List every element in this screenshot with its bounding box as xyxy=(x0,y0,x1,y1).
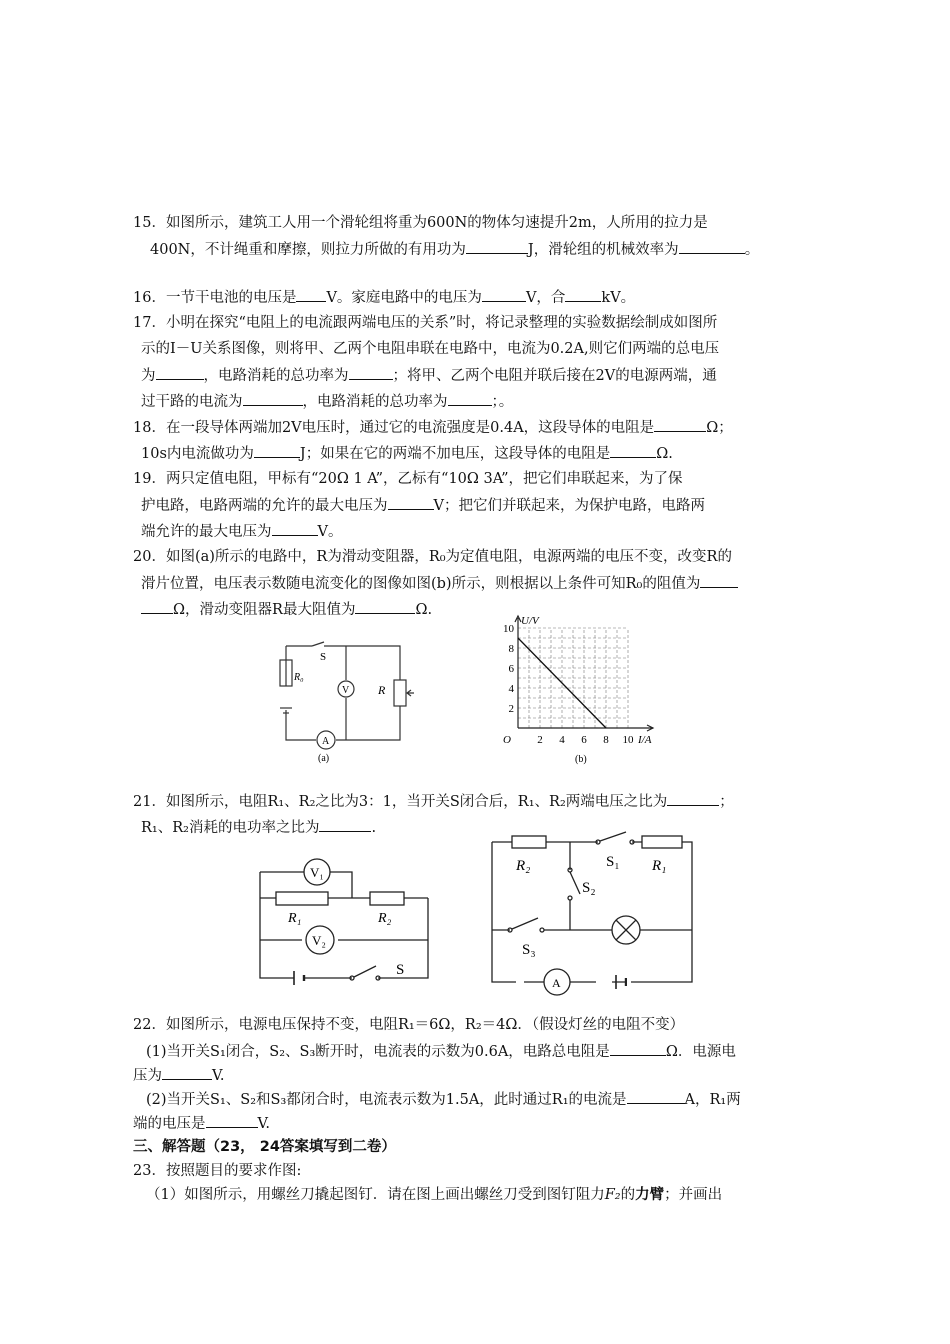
fig21-r1-label: R₁ xyxy=(288,911,302,926)
q17-text-a: 为 xyxy=(141,368,156,384)
q17-text-b: ，电路消耗的总功率为 xyxy=(203,368,349,384)
q20-line3 xyxy=(141,599,432,620)
q15-blank-1[interactable] xyxy=(466,239,528,254)
q17-blank-2[interactable] xyxy=(349,365,393,380)
fig20a-r0-label: R₀ xyxy=(294,672,304,683)
q17-text-e: ，电路消耗的总功率为 xyxy=(302,394,448,410)
q22-blank-1[interactable] xyxy=(610,1041,666,1056)
q17-text-d: 过干路的电流为 xyxy=(141,394,243,410)
q19-text-a: 护电路，电路两端的允许的最大电压为 xyxy=(141,498,388,514)
q19-line3 xyxy=(141,521,342,542)
q18-text-b: Ω； xyxy=(706,420,733,436)
q20-blank-1a[interactable] xyxy=(700,573,738,588)
chart-ytick-label: 8 xyxy=(508,643,514,655)
q22-text-a: (1)当开关S₁闭合，S₂、S₃断开时，电流表的示数为0.6A，电路总电阻是 xyxy=(146,1044,610,1060)
chart-xlabel: I/A xyxy=(638,734,652,746)
q22-text-h: V. xyxy=(257,1116,271,1132)
q22-line3 xyxy=(133,1065,225,1086)
q16-text-a: 16．一节干电池的电压是 xyxy=(133,290,297,306)
q23-line2 xyxy=(146,1185,722,1205)
q22-text-d: V. xyxy=(212,1068,225,1084)
q22-blank-3[interactable] xyxy=(627,1089,685,1104)
q22-text-e: (2)当开关S₁、S₂和S₃都闭合时，电流表示数为1.5A，此时通过R₁的电流是 xyxy=(146,1092,627,1108)
figure-22-circuit xyxy=(486,830,698,1000)
q17-blank-1[interactable] xyxy=(156,365,204,380)
q17-line4 xyxy=(141,391,513,412)
q17-blank-3[interactable] xyxy=(243,391,303,406)
chart-xtick-label: 6 xyxy=(581,734,587,746)
section-3-heading: 三、解答题（23， 24答案填写到二卷） xyxy=(133,1139,396,1155)
q18-text-a: 18．在一段导体两端加2V电压时，通过它的电流强度是0.4A，这段导体的电阻是 xyxy=(133,420,655,436)
q15-text-b: J，滑轮组的机械效率为 xyxy=(527,242,679,258)
q17-line3 xyxy=(141,365,717,386)
q21-line2 xyxy=(141,817,376,838)
q18-text-d: J；如果在它的两端不加电压，这段导体的电阻是 xyxy=(299,446,611,462)
fig22-s1-label: S₁ xyxy=(606,854,620,870)
q18-line1 xyxy=(133,417,733,438)
q23-force-symbol: F₂ xyxy=(604,1187,621,1203)
q16-line xyxy=(133,287,635,308)
q16-blank-1[interactable] xyxy=(296,287,326,302)
q15-line1: 15．如图所示，建筑工人用一个滑轮组将重为600N的物体匀速提升2m，人所用的拉力是 xyxy=(133,215,708,231)
q17-line2: 示的I－U关系图像，则将甲、乙两个电阻串联在电路中，电流为0.2A,则它们两端的总电压 xyxy=(141,341,720,357)
fig21-s-label: S xyxy=(396,962,405,978)
chart-ytick-label: 6 xyxy=(508,663,514,675)
fig22-s3-label: S₃ xyxy=(522,942,536,958)
q21-blank-2[interactable] xyxy=(319,817,371,832)
q15-text-a: 400N，不计绳重和摩擦，则拉力所做的有用功为 xyxy=(150,242,466,258)
q17-line1: 17．小明在探究“电阻上的电流跟两端电压的关系”时，将记录整理的实验数据绘制成如图所 xyxy=(133,315,718,331)
chart-xtick-label: 10 xyxy=(622,734,634,746)
q17-text-f: ；。 xyxy=(491,394,514,410)
q18-blank-2[interactable] xyxy=(254,443,300,458)
fig20a-r-label: R xyxy=(378,683,386,697)
q20-blank-2[interactable] xyxy=(355,599,415,614)
chart-ylabel: U/V xyxy=(521,615,539,627)
q16-blank-2[interactable] xyxy=(482,287,526,302)
q21-text-d: . xyxy=(371,820,377,836)
q22-line5 xyxy=(133,1113,270,1134)
q19-blank-1[interactable] xyxy=(388,495,434,510)
q23-text-bold: 力臂 xyxy=(635,1186,665,1203)
q19-text-c: 端允许的最大电压为 xyxy=(141,524,272,540)
chart-ytick-label: 2 xyxy=(508,703,514,715)
fig21-v1-label: V₁ xyxy=(310,865,324,880)
q20-text-b: Ω，滑动变阻器R最大阻值为 xyxy=(173,602,356,618)
q15-blank-2[interactable] xyxy=(679,239,745,254)
q20-line1: 20．如图(a)所示的电路中，R为滑动变阻器，R₀为定值电阻，电源两端的电压不变，改变R的 xyxy=(133,549,732,565)
chart-xtick-label: 2 xyxy=(537,734,543,746)
q22-text-c: 压为 xyxy=(133,1068,162,1084)
fig20a-s-label: S xyxy=(320,651,327,663)
fig22-r2-label: R₂ xyxy=(516,858,531,874)
q21-text-b: ； xyxy=(719,794,734,810)
q22-text-f: A，R₁两 xyxy=(684,1092,741,1108)
fig20a-a-label: A xyxy=(322,736,330,747)
figure-21-circuit xyxy=(252,848,438,990)
q19-blank-2[interactable] xyxy=(272,521,318,536)
fig22-s2-label: S₂ xyxy=(582,880,596,896)
q20-text-a: 滑片位置，电压表示数随电流变化的图像如图(b)所示，则根据以上条件可知R₀的阻值为 xyxy=(141,576,701,592)
q19-line1: 19．两只定值电阻，甲标有“20Ω 1 A”，乙标有“10Ω 3A”，把它们串联起来，为了保 xyxy=(133,471,683,487)
q22-text-g: 端的电压是 xyxy=(133,1116,206,1132)
q19-line2 xyxy=(141,495,705,516)
q15-line2 xyxy=(150,239,759,260)
q20-blank-1b[interactable] xyxy=(141,599,173,614)
q23-text-b: 的 xyxy=(620,1187,636,1203)
chart-origin: O xyxy=(503,734,511,746)
q22-line4 xyxy=(146,1089,741,1110)
q21-text-c: R₁、R₂消耗的电功率之比为 xyxy=(141,820,320,836)
q16-text-c: V，合 xyxy=(525,290,566,306)
fig20a-caption: (a) xyxy=(318,753,330,764)
fig22-a-label: A xyxy=(552,976,561,990)
chart-xtick-label: 4 xyxy=(559,734,565,746)
fig21-v2-label: V₂ xyxy=(312,933,326,948)
q20-text-c: Ω. xyxy=(415,602,433,618)
q17-text-c: ；将甲、乙两个电阻并联后接在2V的电源两端，通 xyxy=(392,368,717,384)
chart-ytick-label: 10 xyxy=(503,623,514,635)
q20-line2 xyxy=(141,573,738,594)
chart-xtick-label: 8 xyxy=(603,734,609,746)
q18-text-e: Ω. xyxy=(656,446,673,462)
figure-20b-graph xyxy=(493,612,683,768)
q21-blank-1[interactable] xyxy=(667,791,719,806)
q16-text-d: kV。 xyxy=(601,290,636,306)
q23-text-a: （1）如图所示，用螺丝刀撬起图钉．请在图上画出螺丝刀受到图钉阻力 xyxy=(146,1187,605,1203)
fig21-r2-label: R₂ xyxy=(378,911,392,926)
fig20a-v-label: V xyxy=(342,685,350,696)
chart-ytick-label: 4 xyxy=(508,683,514,695)
q17-blank-4[interactable] xyxy=(448,391,492,406)
q21-line1 xyxy=(133,791,734,812)
chart-caption: (b) xyxy=(575,754,587,765)
q18-blank-1[interactable] xyxy=(654,417,706,432)
fig22-r1-label: R₁ xyxy=(652,858,667,874)
q15-text-c: 。 xyxy=(744,242,760,258)
chart-grid xyxy=(518,628,628,728)
q22-blank-2[interactable] xyxy=(162,1065,212,1080)
q21-text-a: 21．如图所示，电阻R₁、R₂之比为3：1，当开关S闭合后，R₁、R₂两端电压之比为 xyxy=(133,794,668,810)
q22-blank-4[interactable] xyxy=(206,1113,258,1128)
q22-text-b: Ω．电源电 xyxy=(665,1044,736,1060)
q18-text-c: 10s内电流做功为 xyxy=(141,446,254,462)
q18-line2 xyxy=(141,443,673,464)
q19-text-d: V。 xyxy=(317,524,343,540)
chart-axes xyxy=(515,616,653,731)
q23-line1: 23．按照题目的要求作图: xyxy=(133,1163,302,1179)
q23-text-c: ；并画出 xyxy=(664,1187,723,1203)
q16-text-b: V。家庭电路中的电压为 xyxy=(326,290,482,306)
q22-line1: 22．如图所示，电源电压保持不变，电阻R₁＝6Ω，R₂＝4Ω．（假设灯丝的电阻不变） xyxy=(133,1017,685,1033)
q22-line2 xyxy=(146,1041,736,1062)
q19-text-b: V；把它们并联起来，为保护电路，电路两 xyxy=(433,498,705,514)
q16-blank-3[interactable] xyxy=(565,287,601,302)
figure-20a-circuit xyxy=(268,628,418,768)
q18-blank-3[interactable] xyxy=(610,443,656,458)
